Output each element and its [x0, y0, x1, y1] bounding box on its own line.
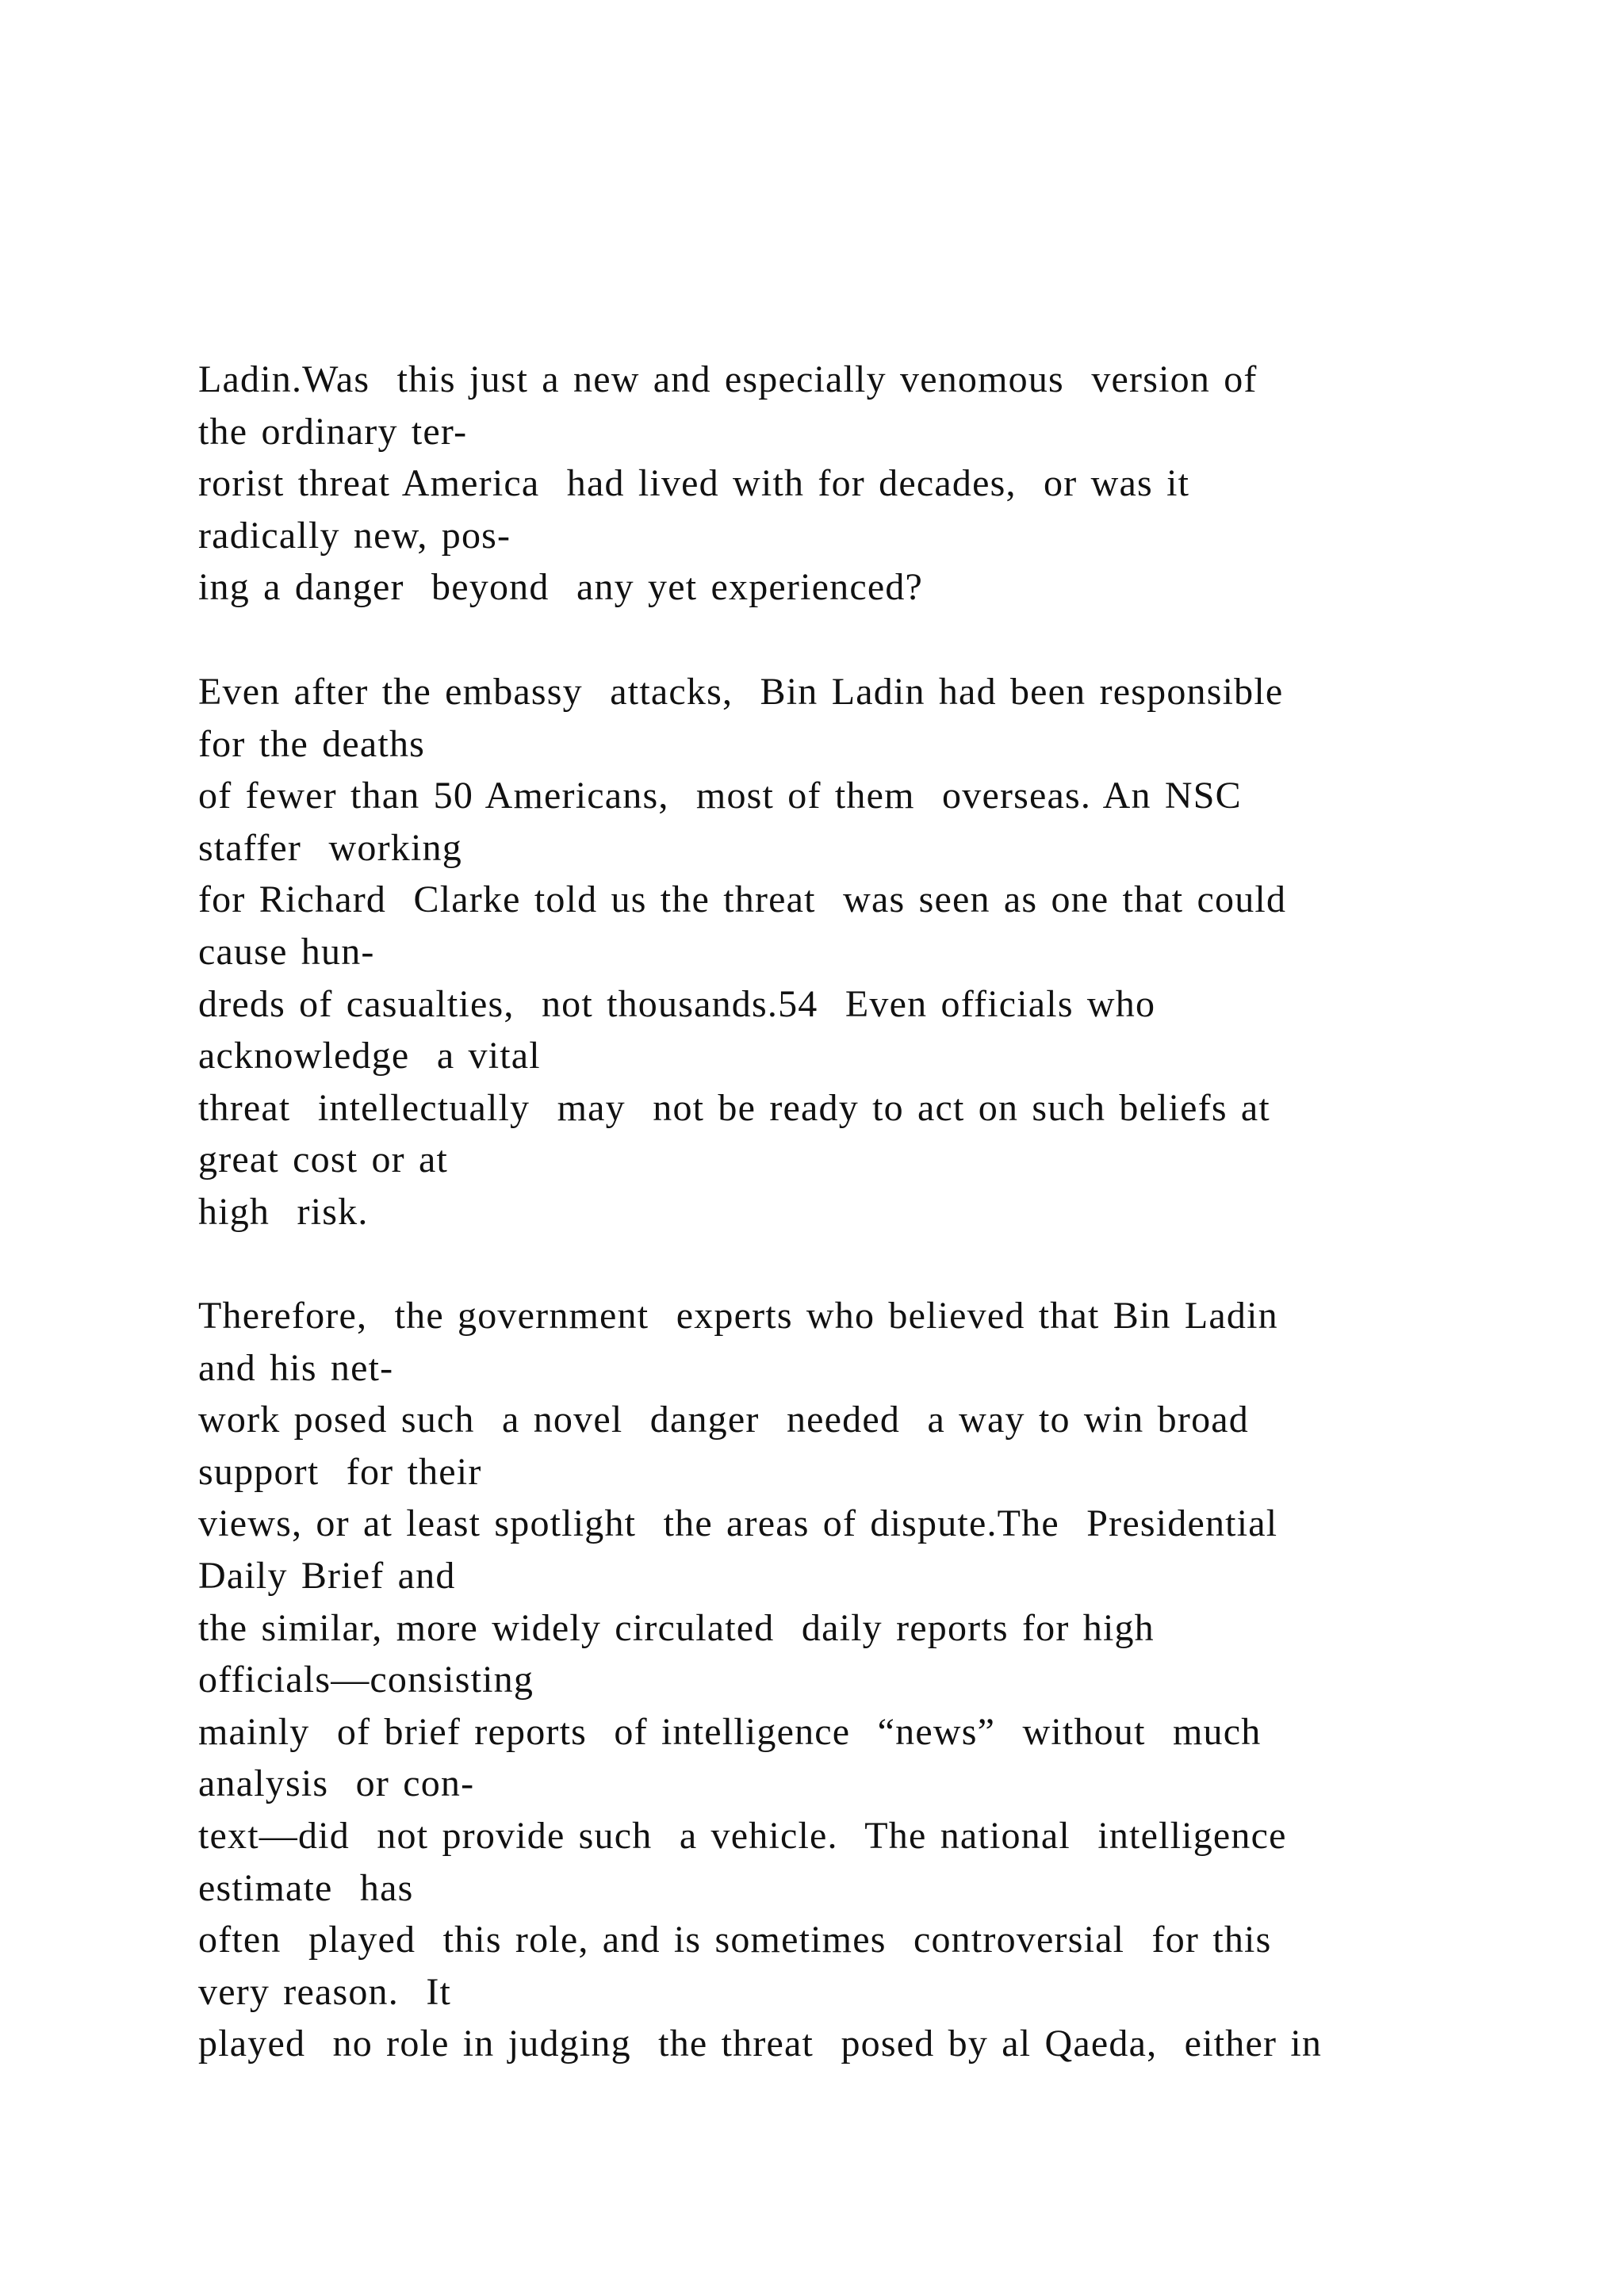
text-line: for Richard Clarke told us the threat was seen as one that could [198, 878, 1287, 921]
text-line: dreds of casualties, not thousands.54 Even officials who [198, 982, 1156, 1025]
text-line: threat intellectually may not be ready to act on such beliefs at [198, 1086, 1270, 1129]
text-line: great cost or at [198, 1138, 449, 1181]
text-line: often played this role, and is sometimes controversial for this [198, 1919, 1272, 1961]
text-line: Ladin.Was this just a new and especially venomous version of [198, 358, 1258, 400]
text-line: played no role in judging the threat posed by al Qaeda, either in [198, 2022, 1323, 2065]
text-line: views, or at least spotlight the areas of dispute.The Presidential [198, 1502, 1278, 1545]
text-line: and his net- [198, 1346, 394, 1389]
text-line: rorist threat America had lived with for decades, or was it [198, 462, 1190, 505]
text-line: the similar, more widely circulated daily reports for high [198, 1606, 1155, 1649]
text-line: cause hun- [198, 930, 375, 973]
text-line: analysis or con- [198, 1762, 475, 1805]
text-line: acknowledge a vital [198, 1035, 541, 1077]
text-line: staffer working [198, 826, 462, 869]
text-line: officials—consisting [198, 1659, 534, 1701]
paragraph-3 [198, 1290, 1507, 2070]
text-line: mainly of brief reports of intelligence “news” without much [198, 1710, 1262, 1753]
text-line: support for their [198, 1450, 482, 1493]
text-line: of fewer than 50 Americans, most of them overseas. An NSC [198, 775, 1242, 817]
text-line: the ordinary ter- [198, 410, 468, 453]
text-line: very reason. It [198, 1970, 452, 2013]
text-line: for the deaths [198, 722, 426, 765]
text-line: text—did not provide such a vehicle. The national intelligence [198, 1814, 1287, 1857]
text-line: radically new, pos- [198, 514, 511, 557]
text-line: high risk. [198, 1190, 369, 1233]
text-line: Even after the embassy attacks, Bin Ladin had been responsible [198, 671, 1284, 713]
paragraph-2 [198, 666, 1507, 1238]
text-line: Therefore, the government experts who believed that Bin Ladin [198, 1295, 1278, 1337]
text-line: work posed such a novel danger needed a way to win broad [198, 1399, 1249, 1441]
text-line: ing a danger beyond any yet experienced? [198, 566, 924, 609]
text-line: Daily Brief and [198, 1554, 456, 1597]
paragraph-1 [198, 354, 1507, 614]
text-line: estimate has [198, 1866, 414, 1909]
